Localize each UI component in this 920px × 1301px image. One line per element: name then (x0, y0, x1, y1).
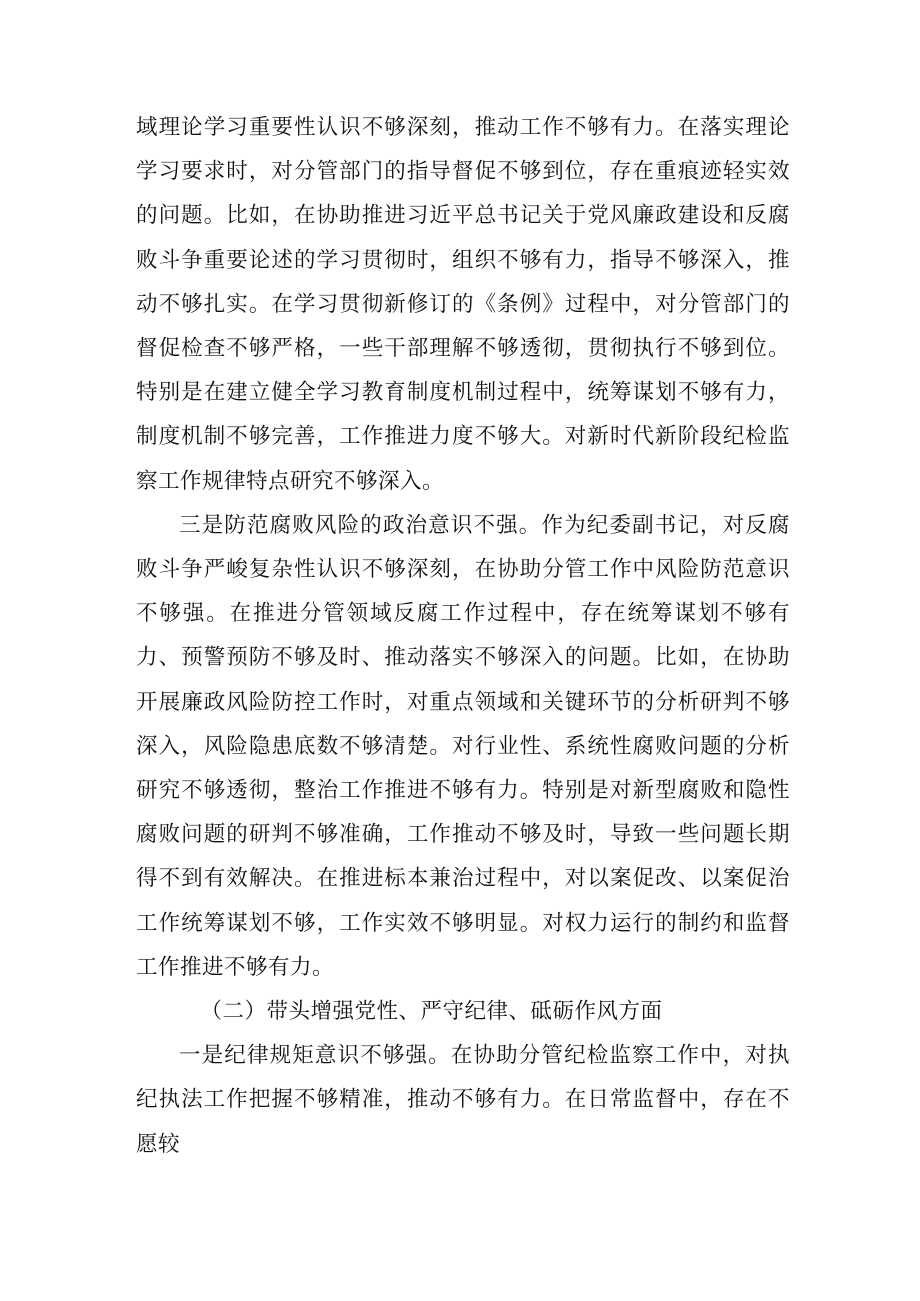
section-subheading: （二）带头增强党性、严守纪律、砥砺作风方面 (200, 999, 663, 1025)
paragraph-discipline: 一是纪律规矩意识不够强。在协助分管纪检监察工作中，对执纪执法工作把握不够精准，推动不够有力。在日常监督中，存在不愿较 (136, 1043, 790, 1157)
paragraph-continuation: 域理论学习重要性认识不够深刻，推动工作不够有力。在落实理论学习要求时，对分管部门的指导督促不够到位，存在重痕迹轻实效的问题。比如，在协助推进习近平总书记关于党风廉政建设和反腐败斗争重要论述的学习贯彻时，组织不够有力，指导不够深入，推动不够扎实。在学习贯彻新修订的《条例》过程中，对分管部门的督促检查不够严格，一些干部理解不够透彻，贯彻执行不够到位。特别是在建立健全学习教育制度机制过程中，统筹谋划不够有力，制度机制不够完善，工作推进力度不够大。对新时代新阶段纪检监察工作规律特点研究不够深入。 (136, 115, 790, 494)
paragraph-risk-awareness: 三是防范腐败风险的政治意识不强。作为纪委副书记，对反腐败斗争严峻复杂性认识不够深刻，在协助分管工作中风险防范意识不够强。在推进分管领域反腐工作过程中，存在统筹谋划不够有力、预警预防不够及时、推动落实不够深入的问题。比如，在协助开展廉政风险防控工作时，对重点领域和关键环节的分析研判不够深入，风险隐患底数不够清楚。对行业性、系统性腐败问题的分析研究不够透彻，整治工作推进不够有力。特别是对新型腐败和隐性腐败问题的研判不够准确，工作推动不够及时，导致一些问题长期得不到有效解决。在推进标本兼治过程中，对以案促改、以案促治工作统筹谋划不够，工作实效不够明显。对权力运行的制约和监督工作推进不够有力。 (136, 512, 790, 980)
